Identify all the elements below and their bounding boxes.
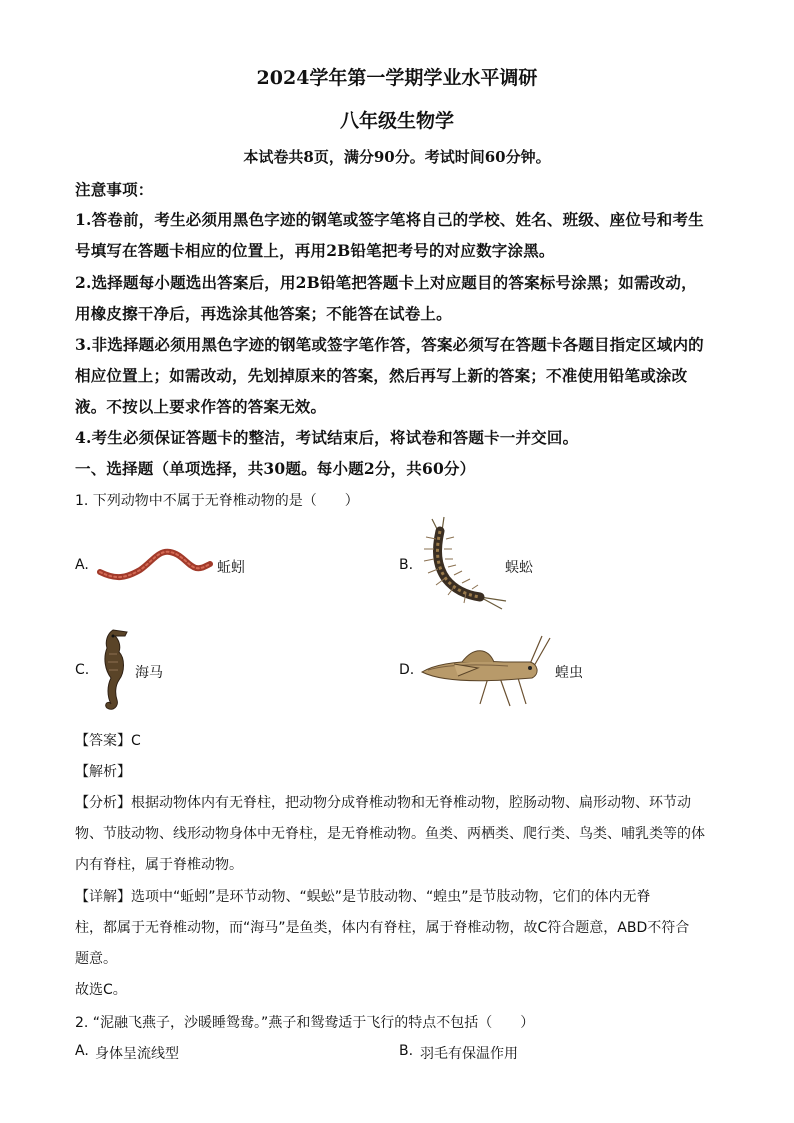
section-title: 一、选择题（单项选择，共30题。每小题2分，共60分） bbox=[75, 459, 476, 478]
centipede-image bbox=[418, 515, 508, 615]
option-letter: A. bbox=[75, 1043, 89, 1059]
notice-line: 用橡皮擦干净后，再选涂其他答案；不能答在试卷上。 bbox=[75, 304, 452, 323]
option-letter: B. bbox=[399, 1043, 414, 1059]
notice-line: 液。不按以上要求作答的答案无效。 bbox=[75, 397, 327, 416]
notice-line: 相应位置上；如需改动，先划掉原来的答案，然后再写上新的答案；不准使用铅笔或涂改 bbox=[75, 366, 688, 385]
seahorse-image bbox=[93, 624, 133, 716]
analysis-line: 【分析】根据动物体内有无脊柱，把动物分成脊椎动物和无脊椎动物，腔肠动物、扁形动物、环节动 bbox=[75, 795, 691, 811]
earthworm-image bbox=[96, 544, 214, 584]
option-label: 蚯蚓 bbox=[217, 560, 245, 576]
notice-line: 4.考生必须保证答题卡的整洁，考试结束后，将试卷和答题卡一并交回。 bbox=[75, 428, 579, 447]
answer: 【答案】C bbox=[75, 733, 141, 749]
detail-line: 【详解】选项中“蚯蚓”是环节动物、“蜈蚣”是节肢动物、“蝗虫”是节肢动物，它们的体内无脊 bbox=[75, 889, 651, 905]
option-label: 海马 bbox=[135, 665, 163, 681]
question-stem: 1. 下列动物中不属于无脊椎动物的是（ ） bbox=[75, 493, 359, 509]
detail-line: 故选C。 bbox=[75, 982, 127, 998]
question-stem: 2. “泥融飞燕子，沙暖睡鸳鸯。”燕子和鸳鸯适于飞行的特点不包括（ ） bbox=[75, 1015, 535, 1031]
option-letter: A. bbox=[75, 557, 89, 573]
option-text: 身体呈流线型 bbox=[95, 1046, 179, 1062]
analysis-heading: 【解析】 bbox=[75, 764, 131, 780]
notice-line: 1.答卷前，考生必须用黑色字迹的钢笔或签字笔将自己的学校、姓名、班级、座位号和考生 bbox=[75, 210, 704, 229]
option-label: 蜈蚣 bbox=[505, 560, 533, 576]
detail-line: 题意。 bbox=[75, 951, 117, 967]
analysis-line: 内有脊柱，属于脊椎动物。 bbox=[75, 857, 243, 873]
option-letter: C. bbox=[75, 662, 90, 678]
exam-title: 2024学年第一学期学业水平调研 bbox=[256, 67, 538, 89]
locust-image bbox=[418, 634, 554, 710]
exam-info: 本试卷共8页，满分90分。考试时间60分钟。 bbox=[243, 148, 551, 166]
notice-heading: 注意事项： bbox=[75, 180, 154, 199]
option-letter: D. bbox=[399, 662, 415, 678]
notice-line: 号填写在答题卡相应的位置上，再用2B铅笔把考号的对应数字涂黑。 bbox=[75, 241, 555, 260]
analysis-line: 物、节肢动物、线形动物身体中无脊柱，是无脊椎动物。鱼类、两栖类、爬行类、鸟类、哺乳类等的体 bbox=[75, 826, 705, 842]
notice-line: 2.选择题每小题选出答案后，用2B铅笔把答题卡上对应题目的答案标号涂黑；如需改动， bbox=[75, 273, 697, 292]
option-text: 羽毛有保温作用 bbox=[420, 1046, 518, 1062]
option-label: 蝗虫 bbox=[555, 665, 583, 681]
option-letter: B. bbox=[399, 557, 414, 573]
detail-line: 柱，都属于无脊椎动物，而“海马”是鱼类，体内有脊柱，属于脊椎动物，故C符合题意，ABD不符合 bbox=[75, 920, 690, 936]
exam-subtitle: 八年级生物学 bbox=[339, 110, 454, 132]
notice-line: 3.非选择题必须用黑色字迹的钢笔或签字笔作答，答案必须写在答题卡各题目指定区域内的 bbox=[75, 335, 704, 354]
